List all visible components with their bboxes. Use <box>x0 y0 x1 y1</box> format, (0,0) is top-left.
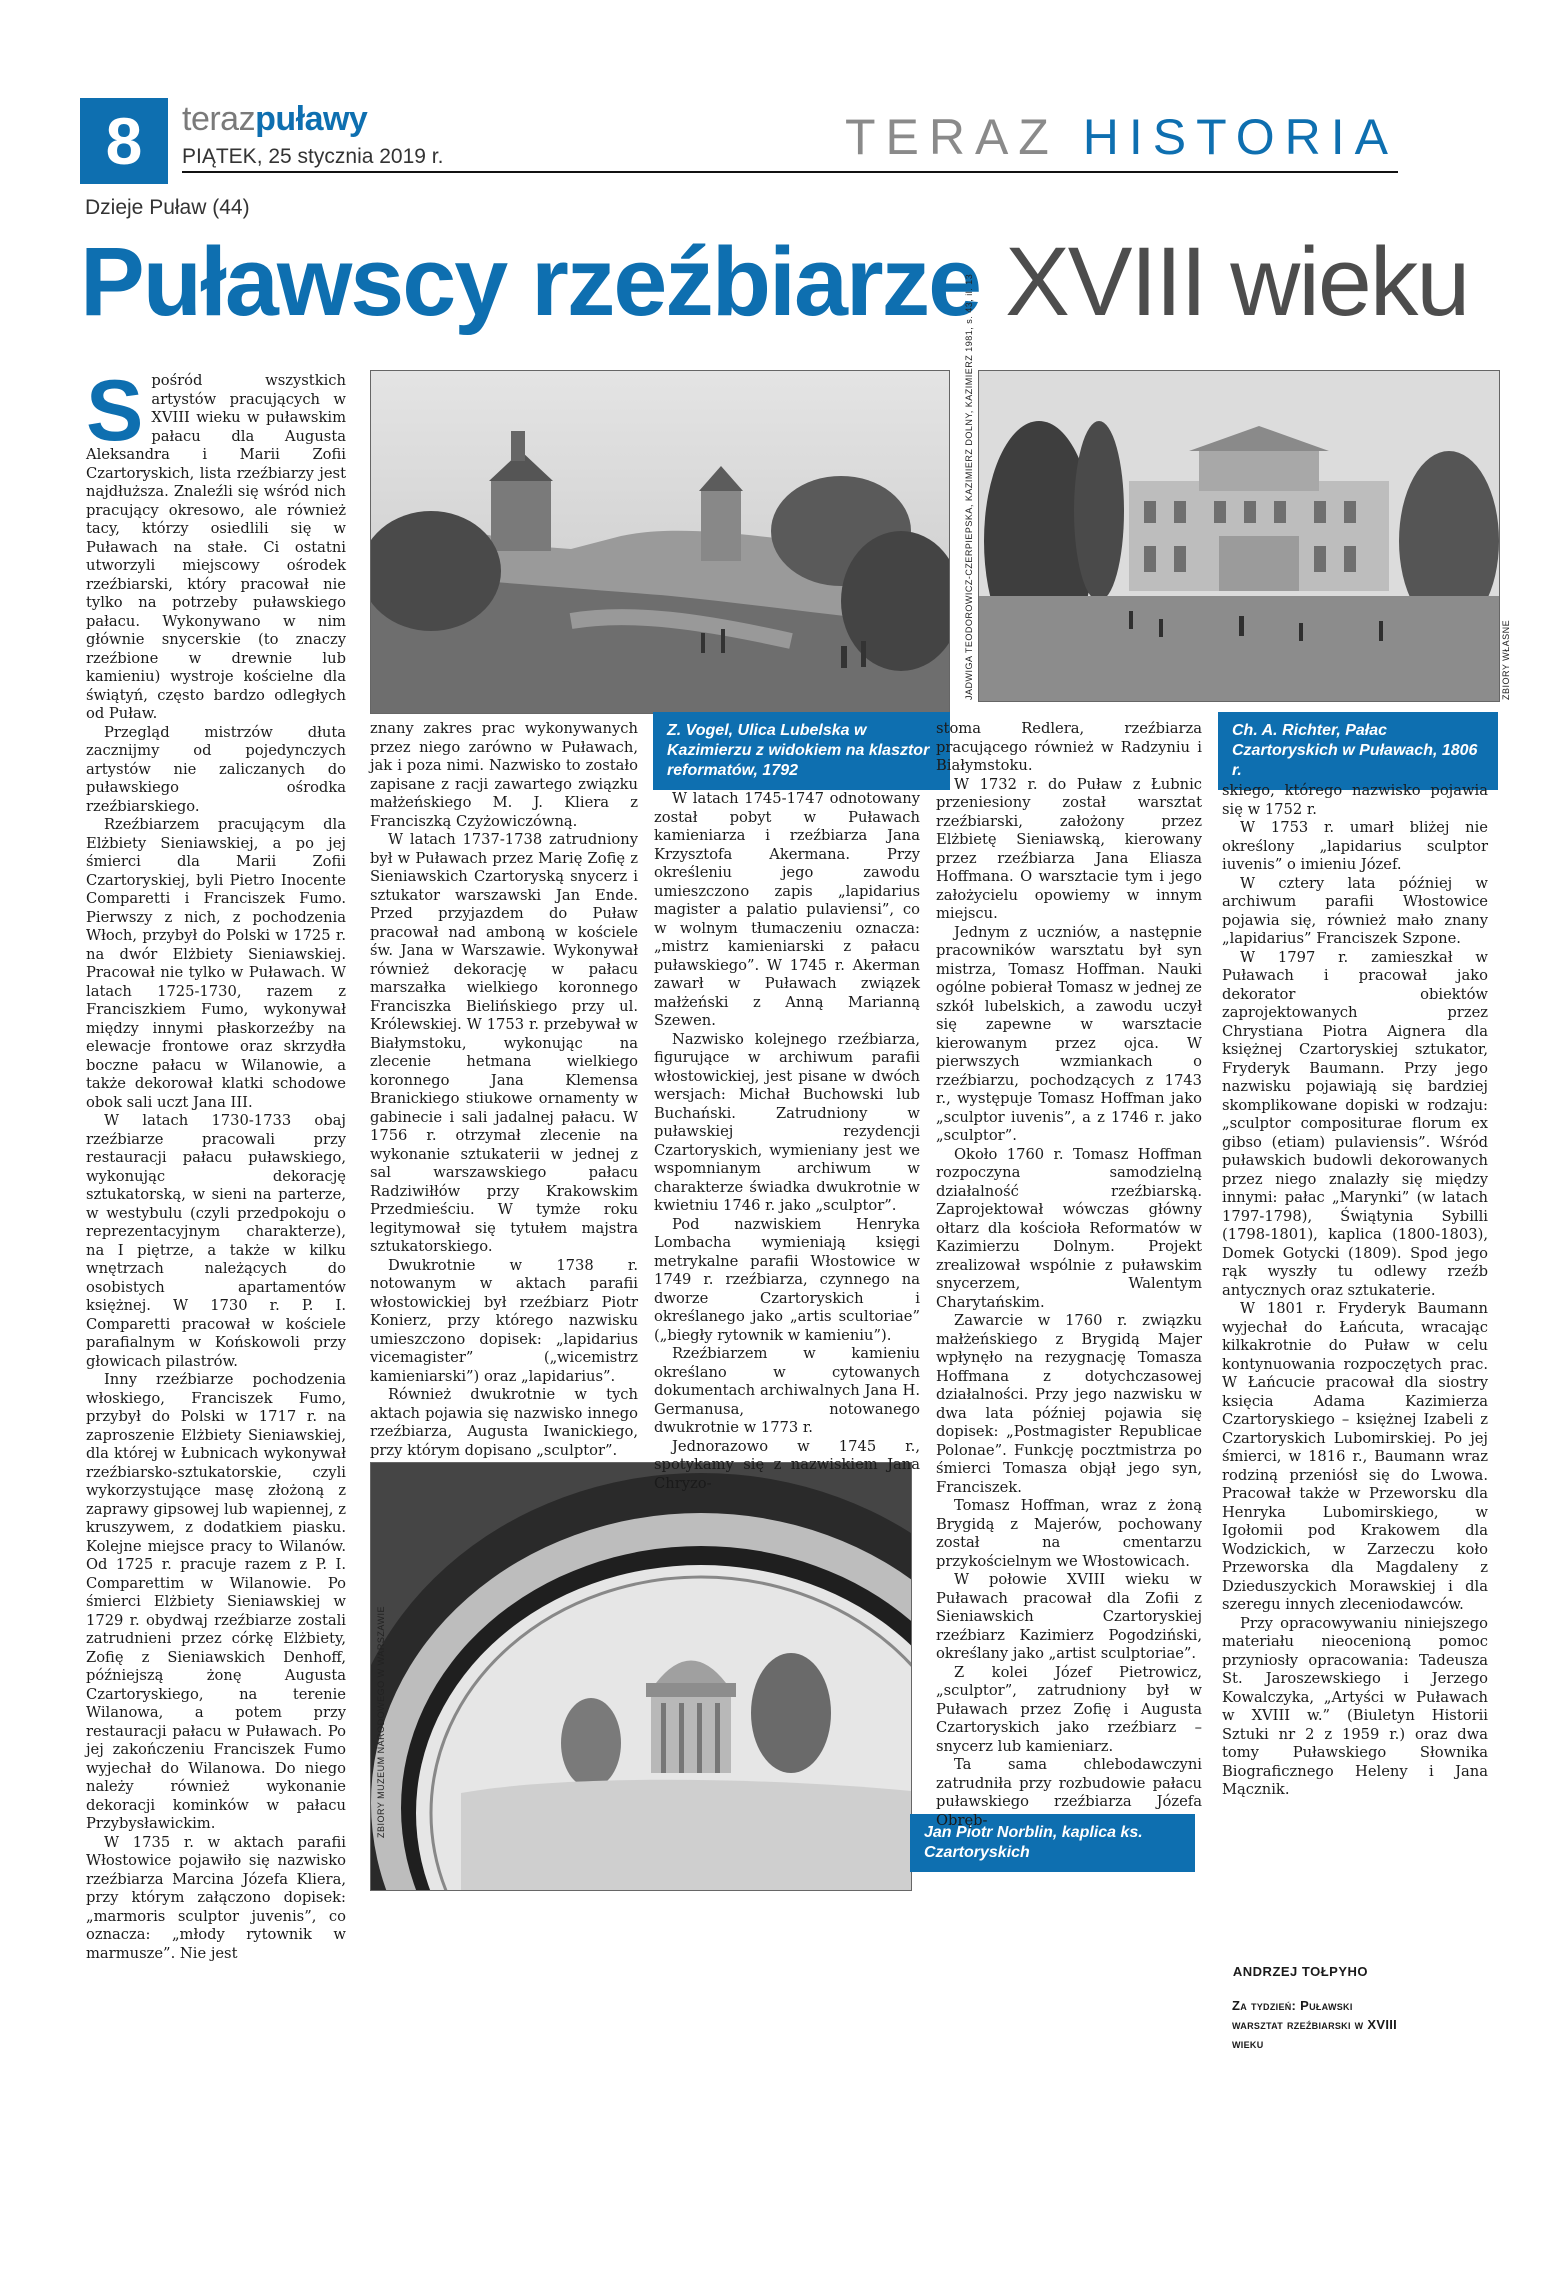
engraving-palace-icon <box>979 371 1499 701</box>
article-headline <box>80 226 1468 338</box>
section-title <box>845 108 1398 166</box>
paragraph: W połowie XVIII wieku w Puławach pracował dla Zofii z Sieniawskich Czartoryskiej rzeźbiarz Kazimierz Pogodziński, określany jako „artist sculptoriae”. <box>936 1571 1202 1662</box>
paragraph: Pod nazwiskiem Henryka Lombacha wymieniają księgi metrykalne parafii Włostowice w 1749 r. rzeźbiarza, czynnego na dworze Czartoryskich i określanego jako „artis scultoriae” („biegły rytownik w kamieniu”). <box>654 1215 920 1344</box>
image3-caption: Jan Piotr Norblin, kaplica ks. Czartoryskich <box>910 1814 1195 1872</box>
section-part2: HISTORIA <box>1082 109 1398 165</box>
paragraph: Nazwisko kolejnego rzeźbiarza, figurujące w archiwum parafii włostowickiej, jest pisane w dwóch wersjach: Michał Buchowski lub Buchański. Zatrudniony w puławskiej rezydencji Czartoryskich, wymieniany jest we wspomnianym archiwum w charakterze świadka dwukrotnie w kwietniu 1746 r. jako „sculptor”. <box>654 1030 920 1214</box>
paragraph: W 1732 r. do Puław z Łubnic przeniesiony został warsztat rzeźbiarski, założony przez Elżbietę Sieniawską, kierowany przez rzeźbiarza Jana Eliasza Hoffmana. O warsztacie tym i jego założycielu opowiemy w innym miejscu. <box>936 775 1202 922</box>
paragraph: W cztery lata później w archiwum parafii Włostowice pojawia się, również mało znany „lapidarius” Franciszek Szpone. <box>1222 874 1488 947</box>
paragraph: Przegląd mistrzów dłuta zacznijmy od pojedynczych artystów nie zaliczanych do puławskiego ośrodka rzeźbiarskiego. <box>86 723 346 815</box>
paragraph: stoma Redlera, rzeźbiarza pracującego również w Radzyniu i Białymstoku. <box>936 720 1202 774</box>
paragraph: W latach 1737-1738 zatrudniony był w Puławach przez Marię Zofię z Sieniawskich Czartoryską snycerz i sztukator warszawski Jan Ende. Przed przyjazdem do Puław pracował nad amboną w kościele św. Jana w Warszawie. Wykonywał również dekorację w pałacu marszałka wielkiego koronnego Franciszka Bielińskiego przy ul. Królewskiej. W 1753 r. przebywał w Białymstoku, wykonując na zlecenie hetmana wielkiego koronnego Jana Klemensa Branickiego stiukowe ornamenty w gabinecie i sali jadalnej pałacu. W 1756 r. otrzymał zlecenie na wykonanie sztukaterii w jednej z sal warszawskiego pałacu Radziwiłłów przy Krakowskim Przedmieściu. W tymże roku legitymował się tytułem majstra sztukatorskiego. <box>370 831 638 1255</box>
col1-text-0: pośród wszystkich artystów pracujących w XVIII wieku w puławskim pałacu dla Augusta Aleksandra i Marii Zofii Czartoryskich, lista rzeźbiarzy jest najdłuższa. Znaleźli się wśród nich pracujący okresowo, ale również tacy, którzy osiedlili się w Puławach na stałe. Ci ostatni utworzyli miejscowy ośrodek rzeźbiarski, który pracował nie tylko na potrzeby puławskiego pałacu. Wykonywano w nim głównie snycerskie (to znaczy rzeźbione w drewnie lub kamieniu) wystroje kościelne dla świątyń, często bardzo odległych od Puław. <box>86 372 346 722</box>
image-norblin-chapel-plate <box>370 1462 912 1891</box>
paragraph: Około 1760 r. Tomasz Hoffman rozpoczyna samodzielną działalność rzeźbiarską. Zaprojektował wówczas główny ołtarz dla kościoła Reformatów w Kazimierzu Dolnym. Projekt zrealizował wspólnie z puławskim snycerzem, Walentym Charytańskim. <box>936 1145 1202 1311</box>
page-number: 8 <box>80 98 168 184</box>
paragraph: W latach 1730-1733 obaj rzeźbiarze pracowali przy restauracji pałacu puławskiego, wykonując dekorację sztukatorską, w sieni na parterze, w westybulu (czyli przedpokoju o reprezentacyjnym charakterze), na I piętrze, a także w kilku wnętrzach należących do osobistych apartamentów księżnej. W 1730 r. P. I. Comparetti pracował w kościele parafialnym w Końskowoli przy głowicach pilastrów. <box>86 1112 346 1370</box>
paragraph: W 1801 r. Fryderyk Baumann wyjechał do Łańcuta, wracając kilkakrotnie do Puław w celu kontynuowania rozpoczętych prac. W Łańcucie pracował dla siostry księcia Adama Kazimierza Czartoryskiego – księżnej Izabeli z Czartoryskich Lubomirskiej. Po jej śmierci, w 1816 r., Baumann wraz rodziną przeniósł się do Lwowa. Pracował także w Przeworsku dla Henryka Lubomirskiego, w Igołomii pod Krakowem dla Wodzickich, w Zarzeczu koło Przeworska dla Magdaleny z Dzieduszyckich Morawskiej i dla szeregu innych zleceniodawców. <box>1222 1300 1488 1613</box>
logo-part1: teraz <box>182 100 256 138</box>
author-signature: ANDRZEJ TOŁPYHO <box>1232 1964 1368 1979</box>
article-kicker: Dzieje Puław (44) <box>85 196 250 219</box>
paragraph: Ta sama chlebodawczyni zatrudniła przy rozbudowie pałacu puławskiego rzeźbiarza Józefa Obręb- <box>936 1756 1202 1829</box>
paragraph <box>86 363 346 724</box>
paragraph: W 1753 r. umarł bliżej nie określony „lapidarius sculptor iuvenis” o imieniu Józef. <box>1222 819 1488 873</box>
column-1 <box>86 363 346 1963</box>
image-czartoryski-palace <box>978 370 1500 702</box>
header-rule <box>182 171 1398 173</box>
paragraph: Jednym z uczniów, a następnie pracowników warsztatu był syn mistrza, Tomasz Hoffman. Nauki ogólne pobierał Tomasz w jednej ze szkół lubelskich, a zawodu uczył się zapewne w warsztacie kierowanym przez ojca. W pierwszych wzmiankach o rzeźbiarzu, pochodzących z 1743 r., występuje Tomasz Hoffman jako „sculptor iuvenis”, a z 1746 r. jako „sculptor”. <box>936 923 1202 1144</box>
image1-credit: JADWIGA TEODOROWICZ-CZERPIEPSKA, KAZIMIERZ DOLNY, KAZIMIERZ 1981, s. 43, il. 13 <box>964 273 974 700</box>
masthead-logo[interactable] <box>182 102 367 136</box>
image1-caption: Z. Vogel, Ulica Lubelska w Kazimierzu z widokiem na klasztor reformatów, 1792 <box>653 712 950 790</box>
headline-part2: XVIII wieku <box>1005 227 1469 336</box>
column-2 <box>370 720 638 1460</box>
image-kazimierz-street <box>370 370 950 714</box>
column-4 <box>936 720 1202 1830</box>
paragraph: W 1735 r. w aktach parafii Włostowice pojawiło się nazwisko rzeźbiarza Marcina Józefa Kliera, przy którym załączono dopisek: „marmoris sculptor juvenis”, co oznacza: „młody rytownik w marmusze”. Nie jest <box>86 1833 346 1962</box>
paragraph: Rzeźbiarzem w kamieniu określano w cytowanych dokumentach archiwalnych Jana H. Germanusa, notowanego dwukrotnie w 1773 r. <box>654 1345 920 1436</box>
image3-credit: ZBIORY MUZEUM NARODOWEGO W WARSZAWIE <box>376 1605 386 1838</box>
next-week-teaser: Za tydzień: Puławski warsztat rzeźbiarski w XVIII wieku <box>1232 1998 1398 2051</box>
paragraph: znany zakres prac wykonywanych przez niego zarówno w Puławach, jak i poza nimi. Nazwisko to zostało zapisane z racji zawartego związku małżeńskiego M. J. Kliera z Franciszką Czyżowiczówną. <box>370 720 638 830</box>
column-3 <box>654 790 920 1493</box>
issue-date: PIĄTEK, 25 stycznia 2019 r. <box>182 145 444 168</box>
column-5 <box>1222 782 1488 1800</box>
paragraph: Tomasz Hoffman, wraz z żoną Brygidą z Majerów, pochowany został na cmentarzu przykościelnym we Włostowicach. <box>936 1497 1202 1570</box>
paragraph: Również dwukrotnie w tych aktach pojawia się nazwisko innego rzeźbiarza, Augusta Iwanickiego, przy którym dopisano „sculptor”. <box>370 1386 638 1459</box>
paragraph: Dwukrotnie w 1738 r. notowanym w aktach parafii włostowickiej był rzeźbiarz Piotr Konierz, przy którego nazwisku umieszczono dopisek: „lapidarius vicemagister” („wicemistrz kamieniarski”) oraz „lapidarius”. <box>370 1256 638 1385</box>
paragraph: W latach 1745-1747 odnotowany został pobyt w Puławach kamieniarza i rzeźbiarza Jana Krzysztofa Akermana. Przy określeniu jego zawodu umieszczono zapis „lapidarius magister a palatio pulaviensi”, co w wolnym tłumaczeniu oznacza: „mistrz kamieniarski z pałacu puławskiego”. W 1745 r. Akerman zawarł w Puławach związek małżeński z Anną Marianną Szewen. <box>654 790 920 1029</box>
paragraph: Zawarcie w 1760 r. związku małżeńskiego z Brygidą Majer wpłynęło na rezygnację Tomasza Hoffmana z dotychczasowej działalności. Przy jego nazwisku w dwa lata później pojawia się dopisek: „Postmagister Republicae Polonae”. Funkcję pocztmistrza po śmierci Tomasza objął jego syn, Franciszek. <box>936 1312 1202 1496</box>
image2-caption: Ch. A. Richter, Pałac Czartoryskich w Puławach, 1806 r. <box>1218 712 1498 790</box>
image2-credit: ZBIORY WŁASNE <box>1501 619 1511 700</box>
paragraph: Przy opracowywaniu niniejszego materiału nieocenioną pomoc przyniosły opracowania: Tadeusza St. Jaroszewskiego i Jerzego Kowalczyka, „Artyści w Puławach w XVIII w.” (Biuletyn Historii Sztuki nr 2 z 1959 r.) oraz dwa tomy Puławskiego Słownika Biograficznego Heleny i Jana Mącznik. <box>1222 1614 1488 1798</box>
section-part1: TERAZ <box>844 109 1059 165</box>
paragraph: W 1797 r. zamieszkał w Puławach i pracował jako dekorator obiektów zaprojektowanych przez Chrystiana Piotra Aignera dla księżnej Czartoryskiej sztukator, Fryderyk Baumann. Przy jego nazwisku pojawiają się bardziej skomplikowane dopiski w rodzaju: „sculptor compositurae florum ex gibso (etiam) pulaviensis”. Wśród puławskich budowli dekorowanych przez niego znalazły się między innymi: pałac „Marynki” (w latach 1797-1798), Świątynia Sybilli (1798-1801), kaplica (1800-1803), Domek Gotycki (1809). Spod jego rąk wyszły tu odlewy rzeźb antycznych oraz sztukaterie. <box>1222 948 1488 1299</box>
paragraph: Z kolei Józef Pietrowicz, „sculptor”, zatrudniony był w Puławach przez Zofię i Augusta Czartoryskich jako rzeźbiarz – snycerz lub kamieniarz. <box>936 1663 1202 1755</box>
engraving-kazimierz-icon <box>371 371 949 713</box>
paragraph: Rzeźbiarzem pracującym dla Elżbiety Sieniawskiej, a po jej śmierci dla Marii Zofii Czartoryskiej, byli Pietro Inocente Comparetti i Franciszek Fumo. Pierwszy z nich, z pochodzenia Włoch, przybył do Polski w 1725 r. na dwór Elżbiety Sieniawskiej. Pracował nie tylko w Puławach. W latach 1725-1730, razem z Franciszkiem Fumo, wykonywał między innymi płaskorzeźby na elewacje frontowe oraz skrzydła boczne pałacu w Wilanowie, a także dekorował klatki schodowe obok sali uczt Jana III. <box>86 816 346 1111</box>
paragraph: Jednorazowo w 1745 r., spotykamy się z nazwiskiem Jana Chryzo- <box>654 1437 920 1492</box>
paragraph: skiego, którego nazwisko pojawia się w 1752 r. <box>1222 782 1488 818</box>
plate-chapel-icon <box>371 1463 911 1890</box>
logo-part2: puławy <box>255 100 368 138</box>
paragraph: Inny rzeźbiarze pochodzenia włoskiego, Franciszek Fumo, przybył do Polski w 1717 r. na zaproszenie Elżbiety Sieniawskiej, dla której w Łubnicach wykonywał rzeźbiarsko-sztukatorskie, czyli wykorzystujące masę złożoną z zaprawy gipsowej lub wapiennej, z kruszywem, z dodatkiem piasku. Kolejne miejsce pracy to Wilanów. Od 1725 r. pracuje razem z P. I. Comparettim w Wilanowie. Po śmierci Elżbiety Sieniawskiej w 1729 r. obydwaj rzeźbiarze zostali zatrudnieni przez córkę Elżbiety, Zofię z Sieniawskich Denhoff, późniejszą żonę Augusta Czartoryskiego, na terenie Wilanowa, a potem przy restauracji pałacu w Puławach. Po jej zakończeniu Franciszek Fumo wyjechał do Wilanowa. Do niego należy również wykonanie dekoracji kominków w pałacu Przybysławickim. <box>86 1371 346 1832</box>
drop-cap: S <box>86 363 144 459</box>
headline-part1: Puławscy rzeźbiarze <box>80 227 981 336</box>
